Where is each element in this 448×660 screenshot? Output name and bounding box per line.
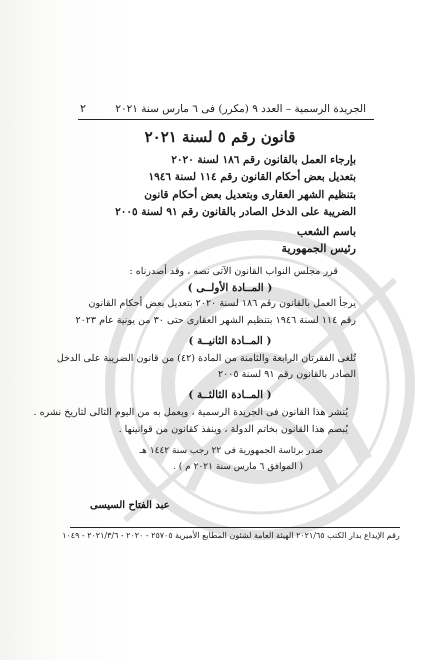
law-subtitle-line: بإرجاء العمل بالقانون رقم ١٨٦ لسنة ٢٠٢٠ — [171, 154, 356, 166]
law-title: قانون رقم ٥ لسنة ٢٠٢١ — [144, 128, 296, 146]
law-subtitle-line: بتعديل بعض أحكام القانون رقم ١١٤ لسنة ١٩٤٦ — [148, 171, 356, 183]
article-line: الصادر بالقانون رقم ٩١ لسنة ٢٠٠٥ — [217, 369, 356, 380]
footer-divider — [70, 527, 400, 528]
article-heading: ( المــادة الثانيــة ) — [188, 335, 272, 347]
article-line: يُبصم هذا القانون بخاتم الدولة ، وينفذ كقانون من قوانينها . — [118, 424, 348, 435]
preamble: قرر مجلس النواب القانون الآتى نصه ، وقد أصدرناه : — [129, 266, 338, 277]
header-divider — [78, 119, 374, 120]
law-subtitle-line: الضريبة على الدخل الصادر بالقانون رقم ٩١ لسنة ٢٠٠٥ — [115, 206, 356, 218]
article-line: يُنشر هذا القانون فى الجريدة الرسمية ، ويعمل به من اليوم التالى لتاريخ نشره . — [33, 407, 348, 418]
article-line: رقم ١١٤ لسنة ١٩٤٦ بتنظيم الشهر العقارى حتى ٣٠ من يونية عام ٢٠٢٣ — [75, 315, 356, 326]
president-signature: عبد الفتاح السيسى — [90, 500, 170, 511]
article-line: تُلغى الفقرتان الرابعة والثامنة من المادة (٤٢) من قانون الضريبة على الدخل — [56, 353, 356, 364]
article-heading: ( المــادة الأولــى ) — [187, 282, 273, 294]
issuance-date: صدر برئاسة الجمهورية فى ٢٢ رجب سنة ١٤٤٢ هـ — [139, 446, 323, 456]
page-number: ٢ — [80, 102, 86, 115]
article-heading: ( المــادة الثالثــة ) — [188, 389, 272, 401]
issuance-corresponding-date: ( الموافق ٦ مارس سنة ٢٠٢١ م ) . — [173, 462, 303, 472]
footer-legal-deposit: رقم الإيداع بدار الكتب ٢٠٢١/٦٥ الهيئة العامة لشئون المطابع الأميرية ٢٥٧٠٥ - ٢٠٢٠ - ٢٠٢١/٣/٦ - ١٠٤٩ — [62, 531, 400, 540]
article-line: يرجأ العمل بالقانون رقم ١٨٦ لسنة ٢٠٢٠ بتعديل بعض أحكام القانون — [88, 298, 356, 309]
president-heading: رئيس الجمهورية — [281, 242, 356, 255]
in-the-name-heading: باسم الشعب — [296, 225, 356, 238]
law-subtitle-line: بتنظيم الشهر العقارى وبتعديل بعض أحكام قانون — [144, 189, 356, 201]
running-header: الجريدة الرسمية – العدد ٩ (مكرر) فى ٦ مارس سنة ٢٠٢١ — [115, 103, 366, 115]
